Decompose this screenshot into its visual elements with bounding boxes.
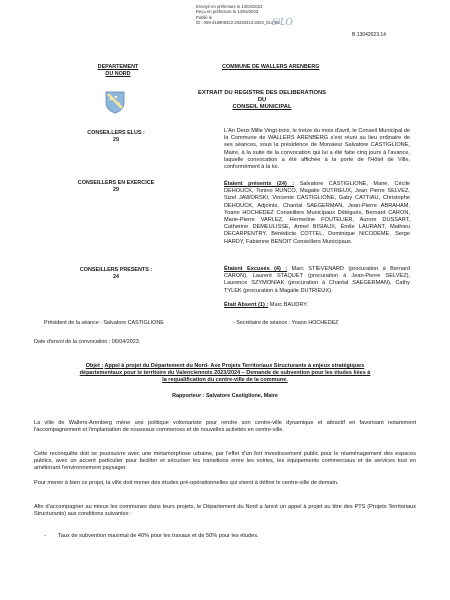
- objet-line-2: départementaux pour le territoire du Valenciennois 2023/2024 – Demande de subvention pour les études liées à: [79, 370, 371, 376]
- presents-label: CONSEILLERS PRESENTS :: [79, 267, 153, 273]
- presents-paragraph: [224, 181, 410, 246]
- presents-heading: Étaient présents (24) :: [224, 181, 295, 187]
- presents-count: [68, 267, 164, 281]
- objet-block: [40, 363, 410, 384]
- nord-coat-of-arms-logo: [104, 90, 126, 114]
- register-title-line-2: CONSEIL MUNICIPAL: [232, 104, 292, 110]
- stamp-line-3: Publié le: [196, 14, 213, 20]
- objet-text-1: Appel à projet du Département du Nord- Axe Projets Territoriaux Structurants à enjeux stratégiques: [104, 363, 365, 369]
- intro-paragraph: L'An Deux Mille Vingt-trois, le treize du mois d'avril, le Conseil Municipal de la Commune de WALLERS ARENBERG s'est réuni au lieu ordinaire de ses séances, sous la présidence de Monsieur Salvatore CASTIGLIONE, Maire, à la suite de la convocation qui lui a été faite cinq jours à l'avance, laquelle convocation a été affichée à la porte de l'Hôtel de Ville, conformément à la loi.: [224, 128, 410, 171]
- elus-count: [68, 130, 164, 144]
- elus-value: 29: [113, 136, 119, 143]
- bullet-text: Taux de subvention maximal de 40% pour les travaux et de 50% pour les études.: [58, 533, 259, 539]
- stamp-line-4: ID : 059-215906322-20230413-2023_014-DE: [196, 19, 281, 25]
- register-title-line-1: EXTRAIT DU REGISTRE DES DELIBERATIONS DU: [197, 90, 327, 103]
- objet-line-3: la requalification du centre-ville de la commune.: [162, 377, 288, 383]
- department-line-2: DU NORD: [105, 70, 131, 77]
- exercice-value: 29: [113, 186, 119, 193]
- department-line-1: DEPARTEMENT: [97, 64, 139, 70]
- presents-list: Salvatore CASTIGLIONE, Maire, Cécile DEHOUCK, Tonino RUNCO, Magalie DUTRIEUX, Jean Pierre SELVEZ, Sizel JAWORSKI, Vincente CASTIGLIONE, Gaby CATTIAU, Christophe DEHOUCK, Adjoints, Chantal SAEGERMAN, Jean-Pierre ABRAHAM, Yoann HOCHEDEZ Conseillers Municipaux Délégués, Bernard CARON, Marie-Pierre VARLEZ, Hermeline FOUTELIER, Aurore DUSSART, Catherine DEMEULISSE, Armel BISIAUX, Émile LAURANT, Mathieu DECARPENTRY, Bénédicte COTTEL, Dominique NICODEME, Serge HARDY, Fabienne BENOIT Conseillers Municipaux.: [224, 181, 410, 245]
- s2lo-stamp-icon: [268, 14, 314, 28]
- excuses-paragraph: [224, 266, 410, 295]
- paragraph-2: Cette reconquête doit se poursuivre avec une métamorphose urbaine, par l'effet d'un fort investissement public pour le réaménagement des espaces publics, avec un accent particulier pour faciliter et sécuriser les transitions entre les voiries, les équipements commerciaux et de services tout en améliorant l'environnement paysager.: [34, 451, 416, 472]
- register-title: [196, 90, 328, 111]
- exercice-label: CONSEILLERS EN EXERCICE: [77, 180, 155, 186]
- objet-label: Objet :: [85, 363, 104, 369]
- excuses-heading: Étaient Excusés (4) :: [224, 266, 288, 272]
- absent-paragraph: [224, 302, 410, 309]
- deliberation-reference: B 13042023.14: [352, 32, 386, 38]
- elus-label: CONSEILLERS ELUS :: [87, 130, 145, 136]
- bullet-item: [44, 533, 416, 540]
- paragraph-3: Pour mener à bien ce projet, la ville doit mener des études pré-opérationnelles qui visent à définir le centre-ville de demain.: [34, 480, 339, 486]
- absent-list: Marc BAUDRY.: [269, 302, 308, 308]
- bullet-dash-icon: -: [44, 533, 46, 539]
- stamp-line-2: Reçu en préfecture le 14/04/2023: [196, 9, 259, 15]
- convocation-date: Date d'envoi de la convocation : 06/04/2023.: [34, 339, 141, 345]
- rapporteur: Rapporteur : Salvatore Castiglione, Maire: [172, 393, 278, 399]
- stamp-line-1: Envoyé en préfecture le 14/04/2023: [196, 4, 263, 9]
- commune-heading: COMMUNE DE WALLERS ARENBERG: [222, 64, 320, 70]
- president-seance: Président de la séance : Salvatore CASTIGLIONE: [44, 320, 164, 326]
- absent-heading: Était Absent (1) :: [224, 302, 269, 308]
- department-heading: [86, 64, 150, 78]
- s2lo-label: S²LO: [272, 17, 293, 28]
- paragraph-1: La ville de Wallers-Arenberg mène une politique volontariste pour rendre son centre-ville dynamique et attractif en favorisant notamment l'accompagnement et l'implantation de nouveaux commerces et de nouvelles activités en centre-ville.: [34, 420, 416, 434]
- presents-value: 24: [113, 273, 119, 280]
- exercice-count: [68, 180, 164, 194]
- objet-line-1: [40, 363, 410, 370]
- paragraph-4: Afin d'accompagner au mieux les communes dans leurs projets, le Département du Nord a lancé un appel à projet au titre des PTS (Projets Territoriaux Structurants) aux conditions suivantes :: [34, 504, 416, 518]
- secretaire-seance: - Secrétaire de séance : Yoann HOCHEDEZ: [233, 320, 339, 326]
- excuses-list: Marc STIEVENARD (procuration à Bernard CARON), Laurent STAQUET (procuration à Jean-Pierre SELVEZ), Laurence SZYMONIAK (procuration à Chantal SAEGERMAN), Cathy TYLEK (procuration à Magalie DUTRIEUX).: [224, 266, 410, 294]
